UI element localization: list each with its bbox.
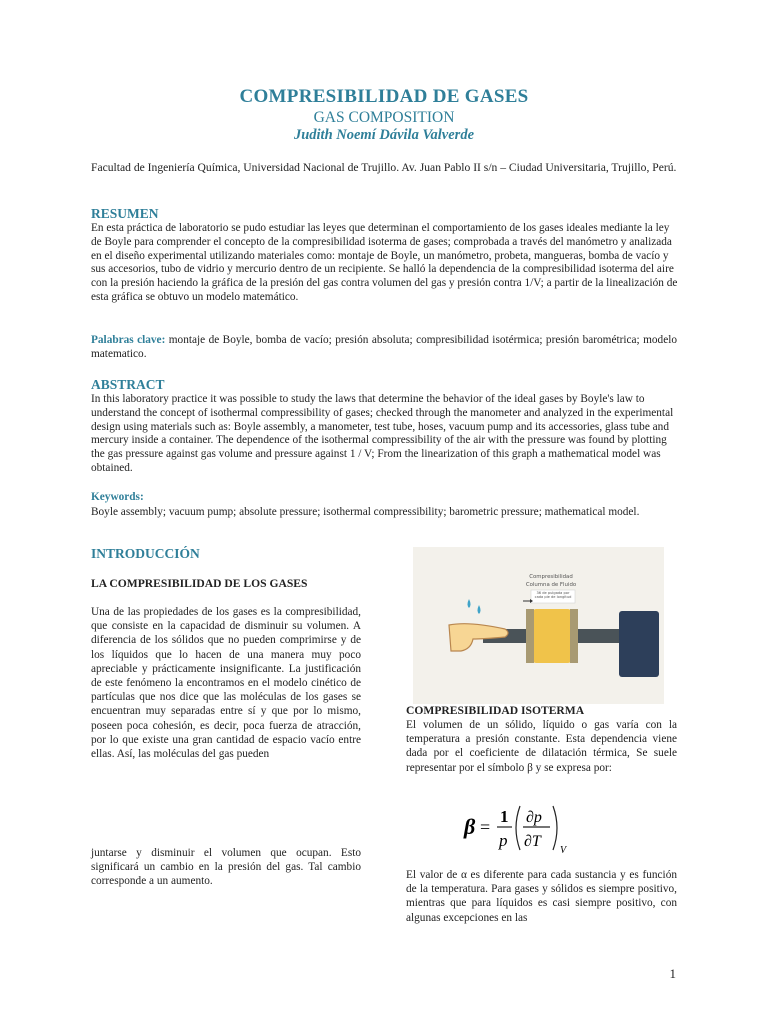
- compressibility-figure: [413, 547, 664, 704]
- isoterma-heading: COMPRESIBILIDAD ISOTERMA: [406, 704, 585, 717]
- resumen-heading: RESUMEN: [91, 206, 159, 221]
- cylinder-cap-right: [570, 609, 578, 663]
- partial-p: ∂p: [526, 809, 542, 826]
- affiliation: Facultad de Ingeniería Química, Universidad Nacional de Trujillo. Av. Juan Pablo II s/n – Ciudad Universitaria, Trujillo, Perú.: [91, 161, 677, 174]
- cylinder-cap-left: [526, 609, 534, 663]
- page-number: 1: [669, 966, 676, 981]
- equals-sign: =: [480, 817, 491, 837]
- intro-paragraph-1: Una de las propiedades de los gases es la compresibilidad, que consiste en la capacidad de disminuir su volumen. A diferencia de los sólidos que no pueden comprimirse y de los líquidos que lo hacen de una manera muy poco apreciable y prácticamente insignificante. La justificación de este fenómeno la encontramos en el modelo cinético de partículas que nos dice que las moléculas de los gases se encuentran muy separadas entre sí y que por lo mismo, poseen poca cohesión, es decir, poca fuerza de atracción, por lo que existe una gran cantidad de espacio vacío entre ellas. Así, las moléculas del gas pueden: [91, 606, 362, 761]
- denominator-p: p: [499, 831, 508, 850]
- figure-note: 36 de pulgada por cada pie de longitud: [534, 591, 572, 600]
- fluid-column-illustration: [413, 547, 664, 704]
- figure-label-2: Columna de Fluido: [525, 582, 577, 588]
- resumen-keywords-text: montaje de Boyle, bomba de vacío; presión absoluta; compresibilidad isotérmica; presión barométrica; modelo matematico.: [91, 334, 678, 360]
- fluid-cylinder: [533, 609, 571, 663]
- subscript-v: V: [560, 845, 567, 856]
- beta-formula-svg: [462, 800, 582, 856]
- author-name: Judith Noemí Dávila Valverde: [293, 127, 475, 143]
- figure-label-1: Compresibilidad: [529, 574, 573, 580]
- intro-heading: INTRODUCCIÓN: [91, 546, 200, 561]
- intro-paragraph-2: juntarse y disminuir el volumen que ocupan. Esto significará un cambio en la presión del gas. Tal cambio corresponde a un aumento.: [91, 847, 361, 888]
- paper-subtitle: GAS COMPOSITION: [313, 109, 455, 126]
- intro-subheading: LA COMPRESIBILIDAD DE LOS GASES: [91, 577, 308, 590]
- right-paren: [553, 806, 557, 850]
- resumen-keywords: [91, 334, 677, 362]
- beta-symbol: β: [464, 814, 476, 839]
- isoterma-paragraph-1: El volumen de un sólido, líquido o gas varía con la temperatura a presión constante. Esta dependencia viene dada por el coeficiente de dilatación térmica, Se suele representar por el símbolo β y se expresa por:: [406, 719, 677, 774]
- numerator-one: 1: [500, 807, 509, 826]
- isoterma-paragraph-2: El valor de α es diferente para cada sustancia y es función de la temperatura. Para gases y sólidos es siempre positivo, mientras que para líquidos es casi siempre positivo, con algunas excepciones en las: [406, 869, 677, 924]
- paper-title: COMPRESIBILIDAD DE GASES: [239, 86, 529, 107]
- resumen-keywords-label: Palabras clave:: [91, 334, 166, 346]
- abstract-heading: ABSTRACT: [91, 377, 165, 392]
- abstract-keywords-label: Keywords:: [91, 491, 144, 503]
- fixed-wall-block: [619, 611, 659, 677]
- beta-formula: [462, 800, 582, 856]
- abstract-keywords-text: Boyle assembly; vacuum pump; absolute pressure; isothermal compressibility; barometric pressure; mathematical model.: [91, 506, 640, 518]
- partial-T: ∂T: [524, 833, 541, 850]
- left-paren: [516, 806, 520, 850]
- resumen-text: En esta práctica de laboratorio se pudo estudiar las leyes que determinan el comportamiento de los gases ideales mediante la ley de Boyle para comprender el concepto de la compresibilidad isoterma de gases; comprobada a través del manómetro y analizada en el diseño experimental utilizando materiales como: montaje de Boyle, un manómetro, probeta, mangueras, bomba de vacío y sus accesorios, tubo de vidrio y mercurio dentro de un recipiente. Se halló la dependencia de la compresibilidad isoterma del aire con la presión haciendo la gráfica de la presión del gas contra volumen del gas y presión contra 1/V; a partir de la linealización de esta gráfica se obtuvo un modelo matemático.: [91, 222, 678, 303]
- abstract-text: In this laboratory practice it was possible to study the laws that determine the behavior of the ideal gases by Boyle's law to understand the concept of isothermal compressibility of gases; checked through the manometer and analyzed in the experimental design using materials such as: Boyle assembly, a manometer, test tube, hoses, vacuum pump and its accessories, glass tube and mercury inside a container. The dependence of the isothermal compressibility of the air with the pressure was found by plotting the gas pressure against gas volume and pressure against 1 / V; From the linearization of this graph a mathematical model was obtained.: [91, 393, 674, 474]
